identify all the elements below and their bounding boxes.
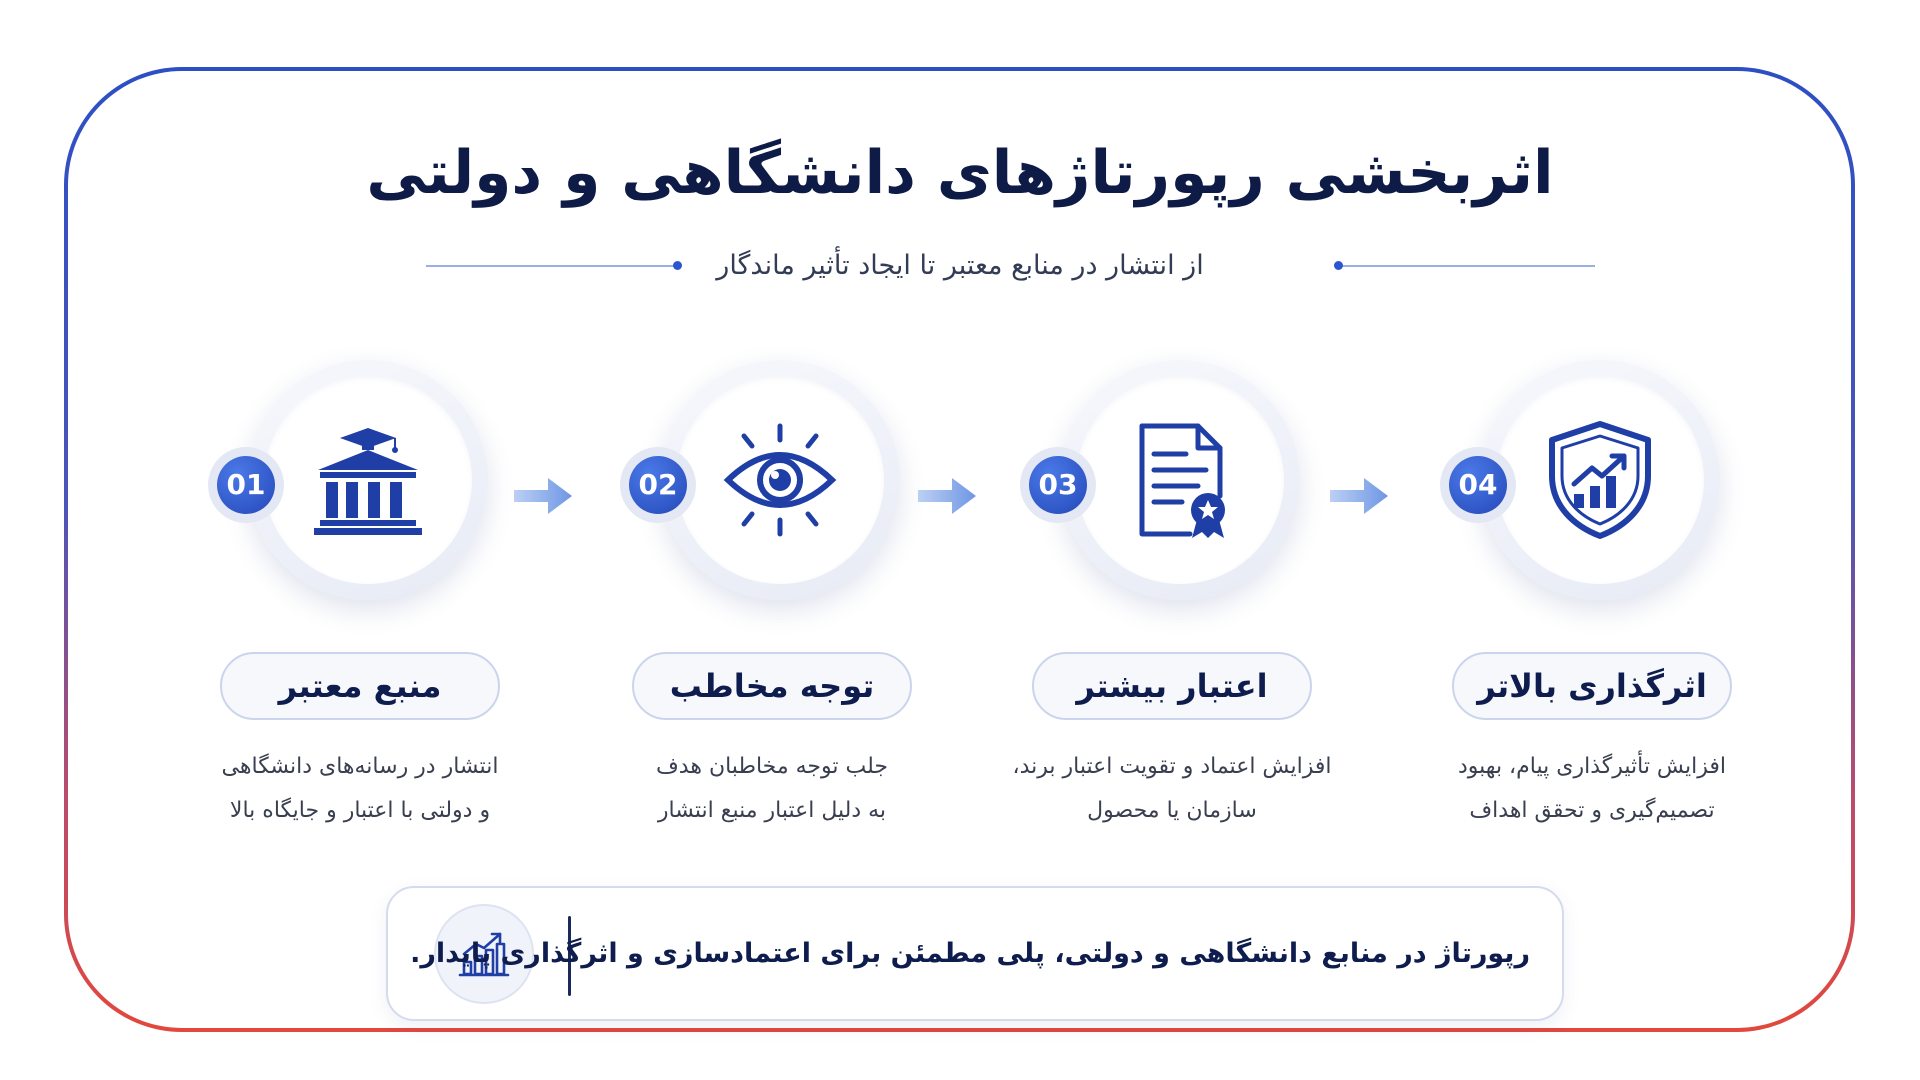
step-number-badge: 01 <box>217 456 275 514</box>
step-label: منبع معتبر <box>220 652 500 720</box>
step-number-badge: 03 <box>1029 456 1087 514</box>
page-subtitle: از انتشار در منابع معتبر تا ایجاد تأثیر ماندگار <box>716 250 1204 281</box>
step-icon-circle <box>1060 360 1300 600</box>
step-icon-circle <box>248 360 488 600</box>
step-label: اثرگذاری بالاتر <box>1452 652 1732 720</box>
page-title: اثربخشی رپورتاژهای دانشگاهی و دولتی <box>366 138 1554 208</box>
step-label: توجه مخاطب <box>632 652 912 720</box>
step-description: انتشار در رسانه‌های دانشگاهی و دولتی با اعتبار و جایگاه بالا <box>221 754 499 823</box>
step-number-badge: 04 <box>1449 456 1507 514</box>
step-attention <box>592 355 952 835</box>
step-impact <box>1412 355 1772 835</box>
banner-text: رپورتاژ در منابع دانشگاهی و دولتی، پلی مطمئن برای اعتمادسازی و اثرگذاری پایدار. <box>410 938 1530 969</box>
step-source <box>180 355 540 835</box>
arrow-right-icon <box>514 475 574 517</box>
step-icon-circle <box>1480 360 1720 600</box>
certificate-document-icon <box>1120 420 1240 540</box>
arrow-right-icon <box>918 475 978 517</box>
step-number-badge: 02 <box>629 456 687 514</box>
eye-icon <box>720 420 840 540</box>
step-icon-circle <box>660 360 900 600</box>
step-credibility <box>992 355 1352 835</box>
step-description: افزایش تأثیرگذاری پیام، بهبود تصمیم‌گیری و تحقق اهداف <box>1458 754 1726 823</box>
summary-banner <box>386 886 1564 1021</box>
university-icon <box>308 420 428 540</box>
shield-growth-icon <box>1540 420 1660 540</box>
step-description: جلب توجه مخاطبان هدف به دلیل اعتبار منبع انتشار <box>656 754 888 823</box>
arrow-right-icon <box>1330 475 1390 517</box>
step-label: اعتبار بیشتر <box>1032 652 1312 720</box>
step-description: افزایش اعتماد و تقویت اعتبار برند، سازمان یا محصول <box>1012 754 1332 823</box>
